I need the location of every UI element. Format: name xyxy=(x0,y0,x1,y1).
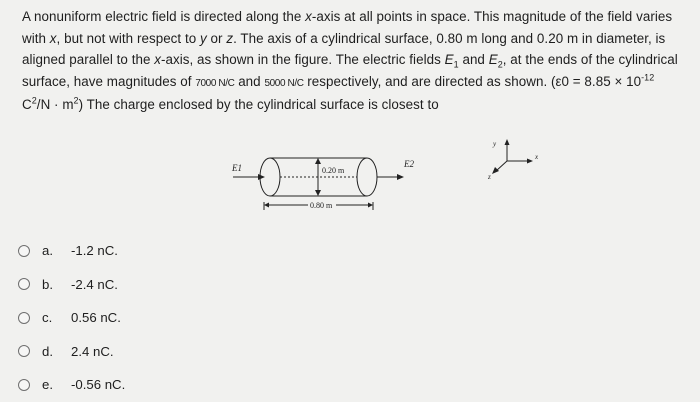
question-line-3: aligned parallel to the x-axis, as shown in the figure. The electric fields $E_1$ and $E_2$, at the ends of the cylindrical xyxy=(22,52,678,70)
radio-c[interactable] xyxy=(18,312,30,324)
option-d[interactable] xyxy=(18,335,125,369)
answer-options xyxy=(18,234,125,402)
axis-y-label: y xyxy=(493,140,497,148)
length-label: 0.80 m xyxy=(310,201,333,210)
cylinder-figure xyxy=(0,128,700,228)
radio-e[interactable] xyxy=(18,379,30,391)
option-b[interactable] xyxy=(18,268,125,302)
axis-z-label: z xyxy=(488,173,491,181)
question-line-2: with x, but not with respect to y or z. The axis of a cylindrical surface, 0.80 m long and 0.20 m in diameter, is xyxy=(22,30,666,46)
option-letter: d. xyxy=(42,343,53,359)
option-a[interactable] xyxy=(18,234,125,268)
question-line-4: surface, have magnitudes of 7000 N/C and 5000 N/C respectively, and are directed as shown. ($\varepsilon 0 = 8.85 \times 10^{-12}$ xyxy=(22,72,655,89)
option-c[interactable] xyxy=(18,301,125,335)
option-text: 0.56 nC. xyxy=(71,310,121,326)
radio-a[interactable] xyxy=(18,245,30,257)
option-text: -2.4 nC. xyxy=(71,276,118,292)
option-text: 2.4 nC. xyxy=(71,343,114,359)
radio-b[interactable] xyxy=(18,278,30,290)
axis-x-label: x xyxy=(535,153,539,161)
question-line-5: $C^2/N \cdot m^2$) The charge enclosed by the cylindrical surface is closest to xyxy=(22,95,439,112)
option-letter: e. xyxy=(42,377,53,393)
option-e[interactable] xyxy=(18,368,125,402)
question-text xyxy=(22,6,690,116)
option-letter: b. xyxy=(42,276,53,292)
e2-label: E2 xyxy=(404,159,414,169)
e1-magnitude: 7000 N/C xyxy=(195,77,235,89)
option-text: -1.2 nC. xyxy=(71,243,118,259)
diameter-label: 0.20 m xyxy=(322,166,345,175)
option-letter: c. xyxy=(42,310,53,326)
cylinder-right-cap xyxy=(357,158,377,196)
option-letter: a. xyxy=(42,243,53,259)
option-text: -0.56 nC. xyxy=(71,377,126,393)
e2-magnitude: 5000 N/C xyxy=(264,77,304,89)
e1-label: E1 xyxy=(232,163,242,173)
question-line-1: A nonuniform electric field is directed along the x-axis at all points in space. This magnitude of the field varies xyxy=(22,9,673,24)
radio-d[interactable] xyxy=(18,345,30,357)
